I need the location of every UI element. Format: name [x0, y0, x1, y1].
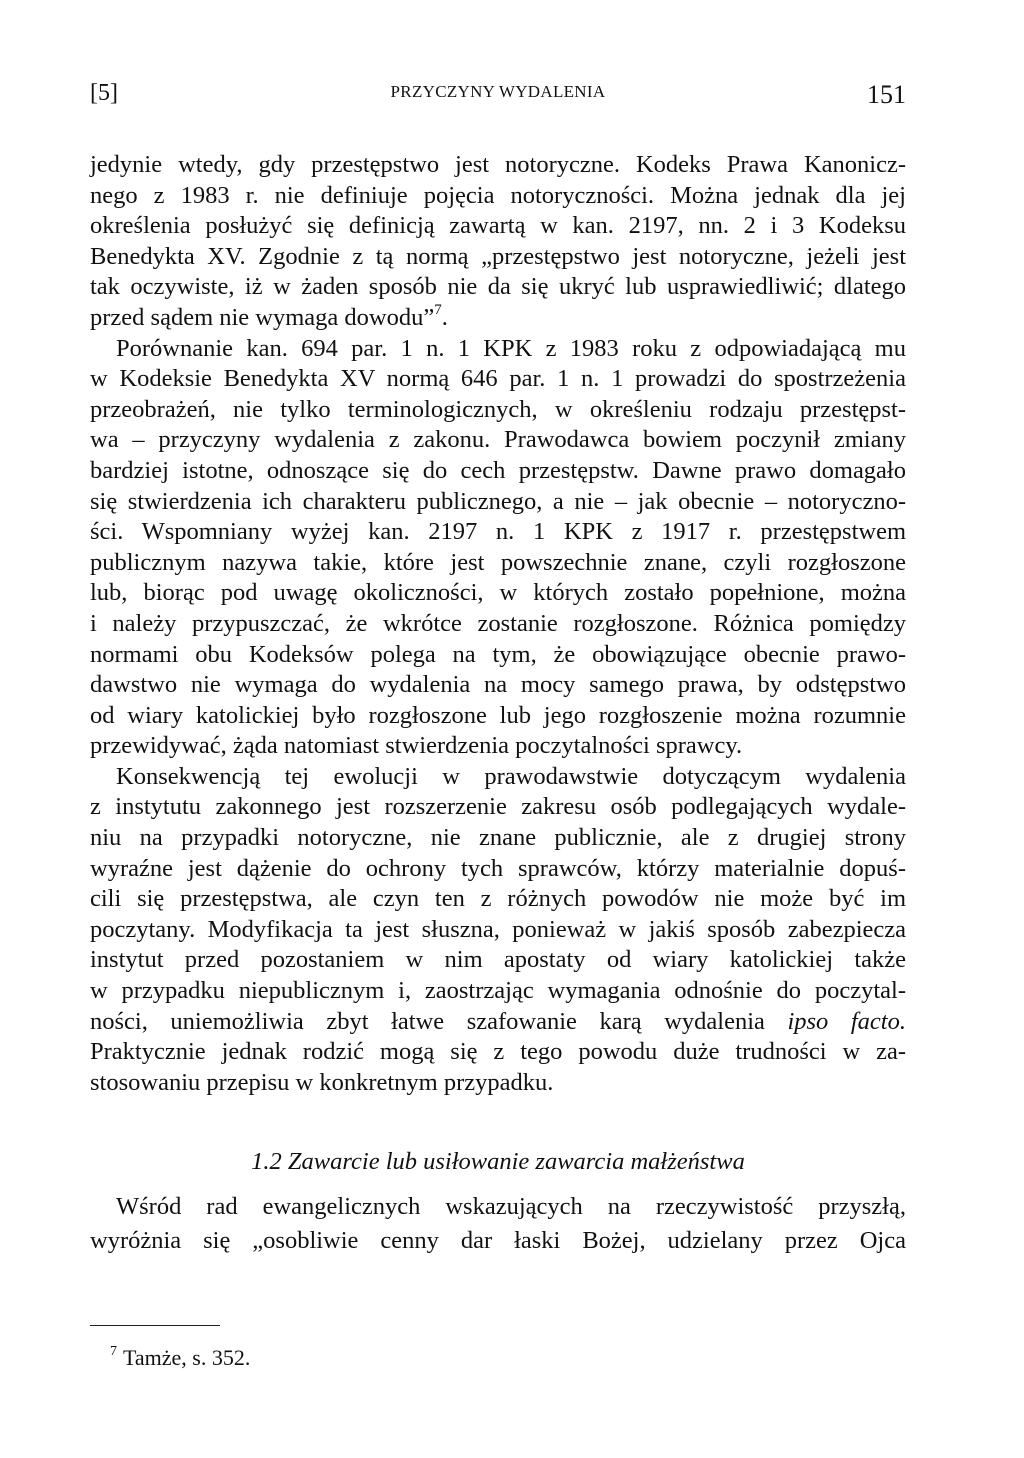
text-line: ści. Wspomniany wyżej kan. 2197 n. 1 KPK z 1917 r. przestępstwem — [90, 518, 906, 546]
page-number: 151 — [867, 80, 906, 109]
text-line: tak oczywiste, iż w żaden sposób nie da się ukryć lub usprawiedliwić; dlatego — [90, 273, 906, 301]
text-line: przeobrażeń, nie tylko terminologicznych, w określeniu rodzaju przestępst- — [90, 395, 906, 423]
text-line: jedynie wtedy, gdy przestępstwo jest notoryczne. Kodeks Prawa Kanonicz- — [90, 151, 906, 178]
body-text-continued — [90, 1190, 906, 1258]
text-line: poczytany. Modyfikacja ta jest słuszna, ponieważ w jakiś sposób zabezpiecza — [90, 915, 906, 943]
line-end: . — [441, 303, 448, 331]
text-line: wyraźne jest dążenie do ochrony tych sprawców, którzy materialnie dopuś- — [90, 854, 906, 882]
text-line: wyróżnia się „osobliwie cenny dar łaski Bożej, udzielany przez Ojca — [90, 1227, 906, 1254]
text-line: wa – przyczyny wydalenia z zakonu. Prawodawca bowiem poczynił zmiany — [90, 426, 906, 454]
text-line: określenia posłużyć się definicją zawartą w kan. 2197, nn. 2 i 3 Kodeksu — [90, 212, 906, 240]
text-line: w przypadku niepublicznym i, zaostrzając wymagania odnośnie do poczytal- — [90, 977, 906, 1005]
section-marker: [5] — [90, 80, 118, 106]
text-line: Porównanie kan. 694 par. 1 n. 1 KPK z 1983 roku z odpowiadającą mu — [116, 334, 906, 362]
italic-term: ipso facto. — [787, 1007, 906, 1035]
section-heading: 1.2 Zawarcie lub usiłowanie zawarcia małżeństwa — [251, 1148, 745, 1175]
text-line: i należy przypuszczać, że wkrótce zostanie rozgłoszone. Różnica pomiędzy — [90, 609, 906, 637]
footnote — [110, 1345, 250, 1371]
text-line: instytut przed pozostaniem w nim apostaty od wiary katolickiej także — [90, 946, 906, 974]
text-line: bardziej istotne, odnoszące się do cech przestępstw. Dawne prawo domagało — [90, 456, 906, 484]
line-text: ności, uniemożliwia zbyt łatwe szafowanie karą wydalenia — [90, 1007, 788, 1035]
running-head — [90, 80, 906, 114]
text-line: publicznym nazywa takie, które jest powszechnie znane, czyli rozgłoszone — [90, 548, 906, 576]
text-line: Konsekwencją tej ewolucji w prawodawstwie dotyczącym wydalenia — [116, 762, 906, 790]
running-title: PRZYCZYNY WYDALENIA — [390, 82, 606, 101]
footnote-divider — [90, 1325, 220, 1326]
text-line: Benedykta XV. Zgodnie z tą normą „przestępstwo jest notoryczne, jeżeli jest — [90, 242, 906, 270]
footnote-ref: 7 — [434, 301, 442, 318]
text-line: nego z 1983 r. nie definiuje pojęcia notoryczności. Można jednak dla jej — [90, 181, 906, 209]
text-line: cili się przestępstwa, ale czyn ten z różnych powodów nie może być im — [90, 885, 906, 913]
text-line: stosowaniu przepisu w konkretnym przypadku. — [90, 1068, 554, 1096]
text-line — [90, 1007, 906, 1038]
footnote-mark: 7 — [110, 1344, 117, 1359]
body-text — [90, 150, 906, 1098]
text-line — [90, 303, 906, 334]
text-line: przewidywać, żąda natomiast stwierdzenia poczytalności sprawcy. — [90, 732, 743, 760]
text-line: niu na przypadki notoryczne, nie znane publicznie, ale z drugiej strony — [90, 824, 906, 852]
text-line: dawstwo nie wymaga do wydalenia na mocy samego prawa, by odstępstwo — [90, 671, 906, 699]
text-line: normami obu Kodeksów polega na tym, że obowiązujące obecnie prawo- — [90, 640, 906, 668]
text-line: lub, biorąc pod uwagę okoliczności, w których zostało popełnione, można — [90, 579, 906, 607]
text-line: z instytutu zakonnego jest rozszerzenie zakresu osób podlegających wydale- — [90, 793, 906, 821]
text-line: w Kodeksie Benedykta XV normą 646 par. 1 n. 1 prowadzi do spostrzeżenia — [90, 365, 906, 393]
text-line: Wśród rad ewangelicznych wskazujących na rzeczywistość przyszłą, — [116, 1193, 906, 1220]
text-line: Praktycznie jednak rodzić mogą się z tego powodu duże trudności w za- — [90, 1038, 906, 1066]
text-line: od wiary katolickiej było rozgłoszone lub jego rozgłoszenie można rozumnie — [90, 701, 906, 729]
line-text: przed sądem nie wymaga dowodu” — [90, 303, 435, 331]
text-line: się stwierdzenia ich charakteru publicznego, a nie – jak obecnie – notoryczno- — [90, 487, 906, 515]
footnote-text: Tamże, s. 352. — [123, 1345, 251, 1370]
